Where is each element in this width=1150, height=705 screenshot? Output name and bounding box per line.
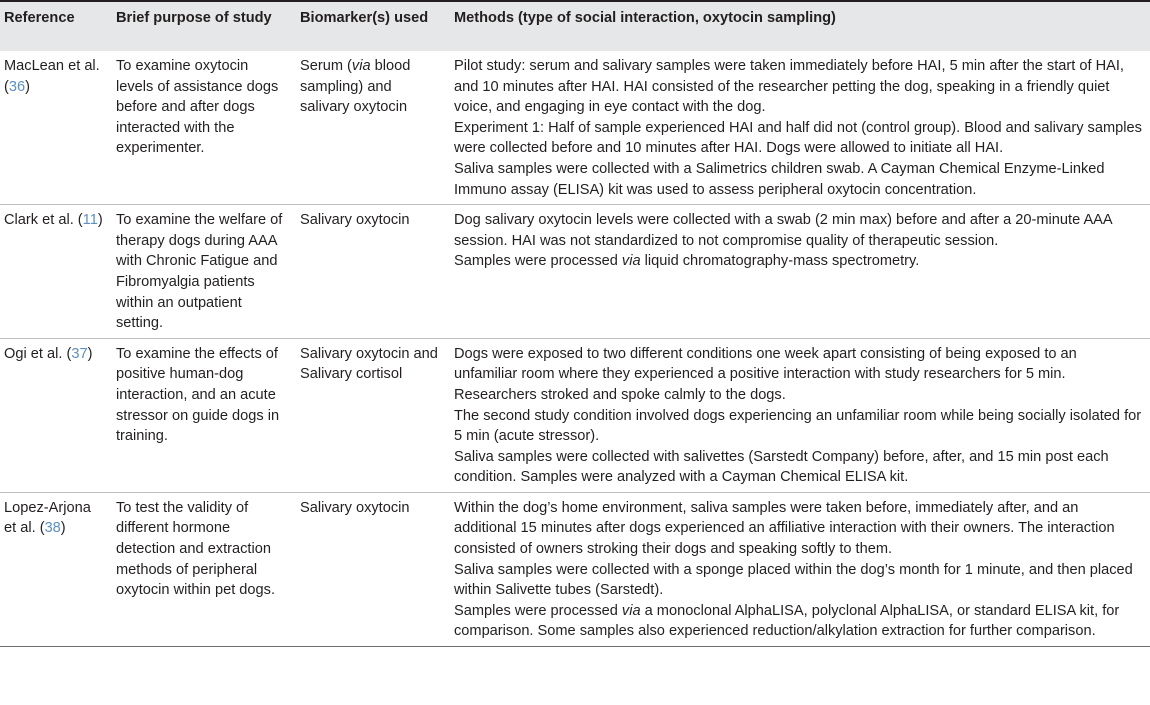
biomarker-cell: Salivary oxytocin — [294, 205, 448, 339]
methods-paragraph: Dogs were exposed to two different conditions one week apart consisting of being exposed to an unfamiliar room where they experienced a positive interaction with study researchers for 5 min. Researchers stroked and spoke calmly to the dogs. — [454, 345, 1077, 403]
purpose-cell: To examine oxytocin levels of assistance dogs before and after dogs interacted with the experimenter. — [110, 51, 294, 205]
header-reference: Reference — [0, 1, 110, 51]
methods-text: a monoclonal AlphaLISA, polyclonal AlphaLISA, or standard ELISA kit, for comparison. Some samples also experienced reduction/alkylation extraction for further comparison. — [454, 602, 1120, 640]
methods-paragraph: Pilot study: serum and salivary samples were taken immediately before HAI, 5 min after the start of HAI, and 10 minutes after HAI. HAI consisted of the researcher petting the dog, speaking in a friendly quiet voice, and engaging in eye contact with the dog. — [454, 58, 1124, 116]
biomarker-cell: Salivary oxytocin and Salivary cortisol — [294, 338, 448, 492]
reference-cell: Clark et al. (11) — [0, 205, 110, 339]
reference-cell: Lopez-Arjona et al. (38) — [0, 492, 110, 646]
methods-paragraph: Within the dog’s home environment, saliva samples were taken before, immediately after, and an additional 15 minutes after dogs experienced an affiliative interaction with their owners. The interaction consisted of owners stroking their dogs and speaking softly to them. — [454, 499, 1115, 558]
methods-paragraph: Experiment 1: Half of sample experienced HAI and half did not (control group). Blood and salivary samples were collected before and 10 minutes after HAI. Dogs were allowed to initiate all HAI. — [454, 119, 1142, 157]
purpose-cell: To examine the welfare of therapy dogs during AAA with Chronic Fatigue and Fibromyalgia patients within an outpatient setting. — [110, 205, 294, 339]
header-biomarkers: Biomarker(s) used — [294, 1, 448, 51]
reference-cell: MacLean et al. (36) — [0, 51, 110, 205]
reference-author: Ogi et al. — [4, 345, 63, 362]
table-header — [0, 1, 1150, 51]
reference-link[interactable]: 38 — [44, 520, 61, 537]
biomarker-text: blood sampling) and salivary oxytocin — [300, 58, 411, 116]
reference-author: MacLean et al. — [4, 58, 100, 74]
methods-paragraph — [454, 601, 1144, 642]
table-row — [0, 492, 1150, 646]
methods-paragraph: Saliva samples were collected with a Salimetrics children swab. A Cayman Chemical Enzyme-Linked Immuno assay (ELISA) kit was used to assess peripheral oxytocin concentration. — [454, 160, 1105, 198]
purpose-cell: To examine the effects of positive human-dog interaction, and an acute stressor on guide dogs in training. — [110, 338, 294, 492]
biomarker-text: Serum ( — [300, 58, 352, 74]
biomarker-cell: Salivary oxytocin — [294, 492, 448, 646]
methods-paragraph: Saliva samples were collected with a sponge placed within the dog’s month for 1 minute, and then placed within Salivette tubes (Sarstedt). — [454, 561, 1133, 599]
methods-text: liquid chromatography-mass spectrometry. — [640, 253, 920, 270]
reference-link[interactable]: 36 — [8, 78, 26, 95]
header-purpose: Brief purpose of study — [110, 1, 294, 51]
methods-paragraph: Saliva samples were collected with salivettes (Sarstedt Company) before, after, and 15 min post each condition. Samples were analyzed with a Cayman Chemical ELISA kit. — [454, 448, 1109, 486]
methods-text: Samples were processed — [454, 602, 622, 619]
biomarker-italic: via — [351, 58, 371, 74]
table-row — [0, 51, 1150, 205]
methods-cell — [448, 205, 1150, 339]
methods-cell — [448, 492, 1150, 646]
reference-link[interactable]: 37 — [71, 345, 88, 362]
methods-italic: via — [621, 253, 641, 270]
table-body — [0, 51, 1150, 647]
methods-paragraph — [454, 251, 1144, 272]
methods-cell — [448, 51, 1150, 205]
methods-cell — [448, 338, 1150, 492]
methods-italic: via — [621, 602, 641, 619]
reference-author: Lopez-Arjona et al. — [4, 499, 91, 537]
header-row — [0, 1, 1150, 51]
reference-cell: Ogi et al. (37) — [0, 338, 110, 492]
methods-paragraph: The second study condition involved dogs experiencing an unfamiliar room while being socially isolated for 5 min (acute stressor). — [454, 407, 1142, 445]
reference-link[interactable]: 11 — [82, 212, 98, 229]
purpose-cell: To test the validity of different hormone detection and extraction methods of peripheral oxytocin within pet dogs. — [110, 492, 294, 646]
methods-paragraph: Dog salivary oxytocin levels were collected with a swab (2 min max) before and after a 20-minute AAA session. HAI was not standardized to not compromise quality of therapeutic session. — [454, 212, 1112, 249]
header-methods: Methods (type of social interaction, oxytocin sampling) — [448, 1, 1150, 51]
table-row — [0, 205, 1150, 339]
biomarker-cell — [294, 51, 448, 205]
table-row — [0, 338, 1150, 492]
methods-text: Samples were processed — [454, 253, 622, 270]
reference-author: Clark et al. — [4, 212, 74, 229]
